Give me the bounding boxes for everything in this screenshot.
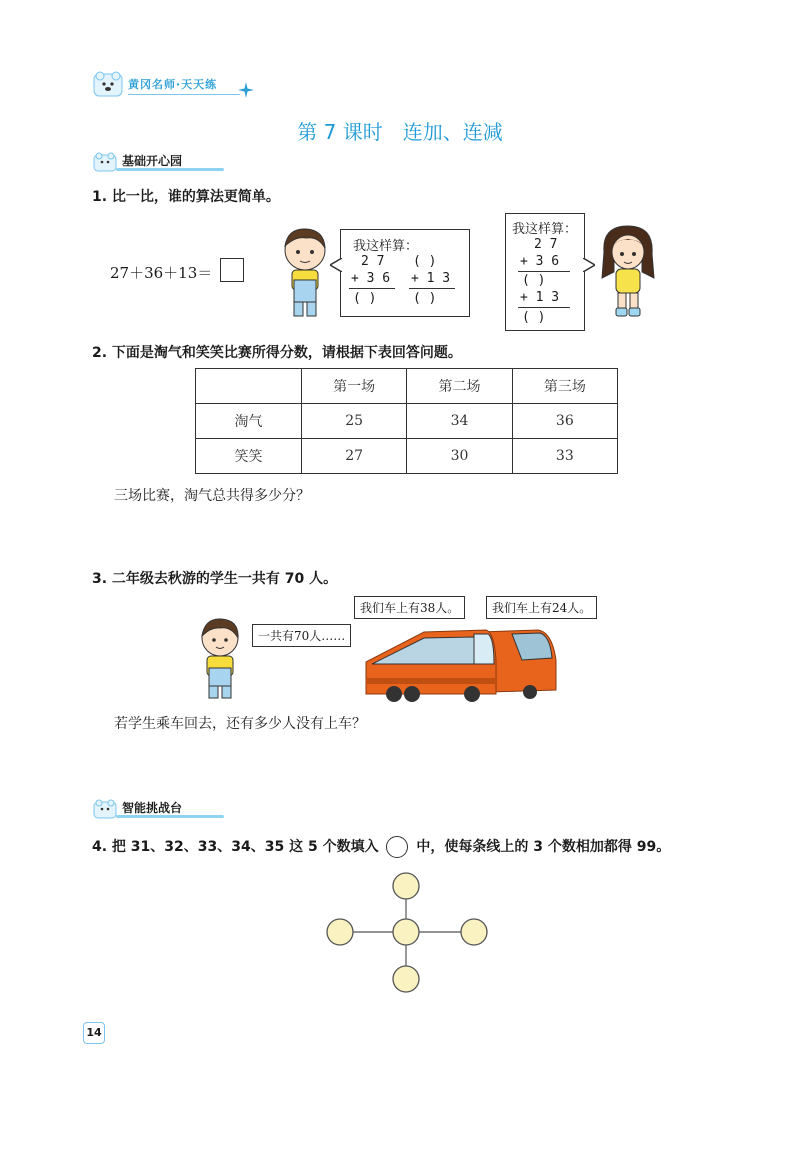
bear-icon: [92, 797, 118, 819]
section-label: 基础开心园: [122, 154, 183, 168]
section-basic: [92, 150, 232, 172]
question-4-prompt: [92, 836, 670, 858]
table-header-row: [196, 369, 618, 404]
calc-line: [409, 288, 455, 289]
number-slot[interactable]: [393, 919, 419, 945]
question-3-prompt: [92, 568, 337, 588]
bubble-tail: [330, 258, 342, 272]
bear-logo-icon: [92, 68, 126, 98]
calc-line: [349, 288, 395, 289]
lesson-topic: 连加、连减: [402, 120, 503, 144]
bubble-tail: [583, 258, 595, 272]
calc-row: 2 7: [534, 237, 558, 252]
table-header-cell: 第一场: [302, 369, 407, 404]
table-header-cell: [196, 369, 302, 404]
bear-icon: [92, 150, 118, 172]
calc-line: [518, 307, 570, 308]
kid-speech-bubble: 一共有70人……: [252, 624, 351, 647]
lesson-number: 第 7 课时: [297, 120, 383, 144]
table-cell: 36: [512, 404, 617, 439]
q1-equation: 27＋36＋13＝: [110, 264, 213, 282]
calc-row: ( ): [353, 291, 377, 306]
calc-row: ( ): [413, 254, 437, 269]
calc-line: [518, 271, 570, 272]
calc-row: ( ): [413, 291, 437, 306]
sparkle-icon: [238, 82, 254, 98]
q2-question: 三场比赛，淘气总共得多少分？: [114, 488, 310, 504]
section-underline: [116, 815, 224, 818]
number-cross-diagram: [320, 868, 492, 996]
bus-icon: [362, 620, 562, 704]
table-cell: 27: [302, 439, 407, 474]
table-header-cell: 第三场: [512, 369, 617, 404]
circle-symbol-icon: [386, 836, 408, 858]
calc-row: + 1 3: [411, 271, 451, 286]
brand-underline: [128, 94, 240, 95]
q4-prompt-part-a: 4. 把 31、32、33、34、35 这 5 个数填入: [92, 839, 379, 855]
table-cell: 33: [512, 439, 617, 474]
calc-row: + 1 3: [520, 290, 560, 305]
section-challenge: [92, 797, 232, 819]
q3-question: 若学生乘车回去，还有多少人没有上车？: [114, 716, 366, 732]
table-row: [196, 439, 618, 474]
table-cell: 34: [407, 404, 512, 439]
girl-speech-bubble: [505, 213, 585, 331]
calc-row: ( ): [522, 273, 546, 288]
brand-header: [92, 68, 252, 98]
score-table: [195, 368, 618, 474]
number-slot[interactable]: [461, 919, 487, 945]
calc-row: ( ): [522, 310, 546, 325]
boy-character-icon: [276, 224, 334, 320]
bus-front: [366, 630, 496, 702]
bus1-speech-bubble: 我们车上有38人。: [354, 596, 465, 619]
table-header-cell: 第二场: [407, 369, 512, 404]
number-slot[interactable]: [393, 966, 419, 992]
girl-character-icon: [596, 222, 660, 322]
boy-speech-bubble: [340, 229, 470, 317]
answer-box[interactable]: [220, 258, 244, 282]
section-underline: [116, 168, 224, 171]
page-number: 14: [83, 1022, 105, 1044]
q4-prompt-part-b: 中，使每条线上的 3 个数相加都得 99。: [416, 839, 671, 855]
brand-text: 黄冈名师·天天练: [128, 78, 218, 91]
table-row: [196, 404, 618, 439]
q3-prompt-text: 3. 二年级去秋游的学生一共有 70 人。: [92, 571, 338, 587]
question-2-prompt: 2. 下面是淘气和笑笑比赛所得分数，请根据下表回答问题。: [92, 345, 462, 361]
page-title: [0, 116, 800, 145]
section-label: 智能挑战台: [122, 801, 183, 815]
table-cell: 淘气: [196, 404, 302, 439]
bubble-title: 我这样算：: [353, 239, 419, 254]
number-slot[interactable]: [327, 919, 353, 945]
table-cell: 25: [302, 404, 407, 439]
question-1-prompt: 1. 比一比，谁的算法更简单。: [92, 189, 280, 205]
calc-row: 2 7: [361, 254, 385, 269]
table-cell: 30: [407, 439, 512, 474]
boy-thinking-icon: [195, 616, 245, 702]
number-slot[interactable]: [393, 873, 419, 899]
calc-row: + 3 6: [351, 271, 391, 286]
calc-row: + 3 6: [520, 254, 560, 269]
bus2-speech-bubble: 我们车上有24人。: [486, 596, 597, 619]
bubble-title: 我这样算：: [512, 222, 578, 237]
table-cell: 笑笑: [196, 439, 302, 474]
